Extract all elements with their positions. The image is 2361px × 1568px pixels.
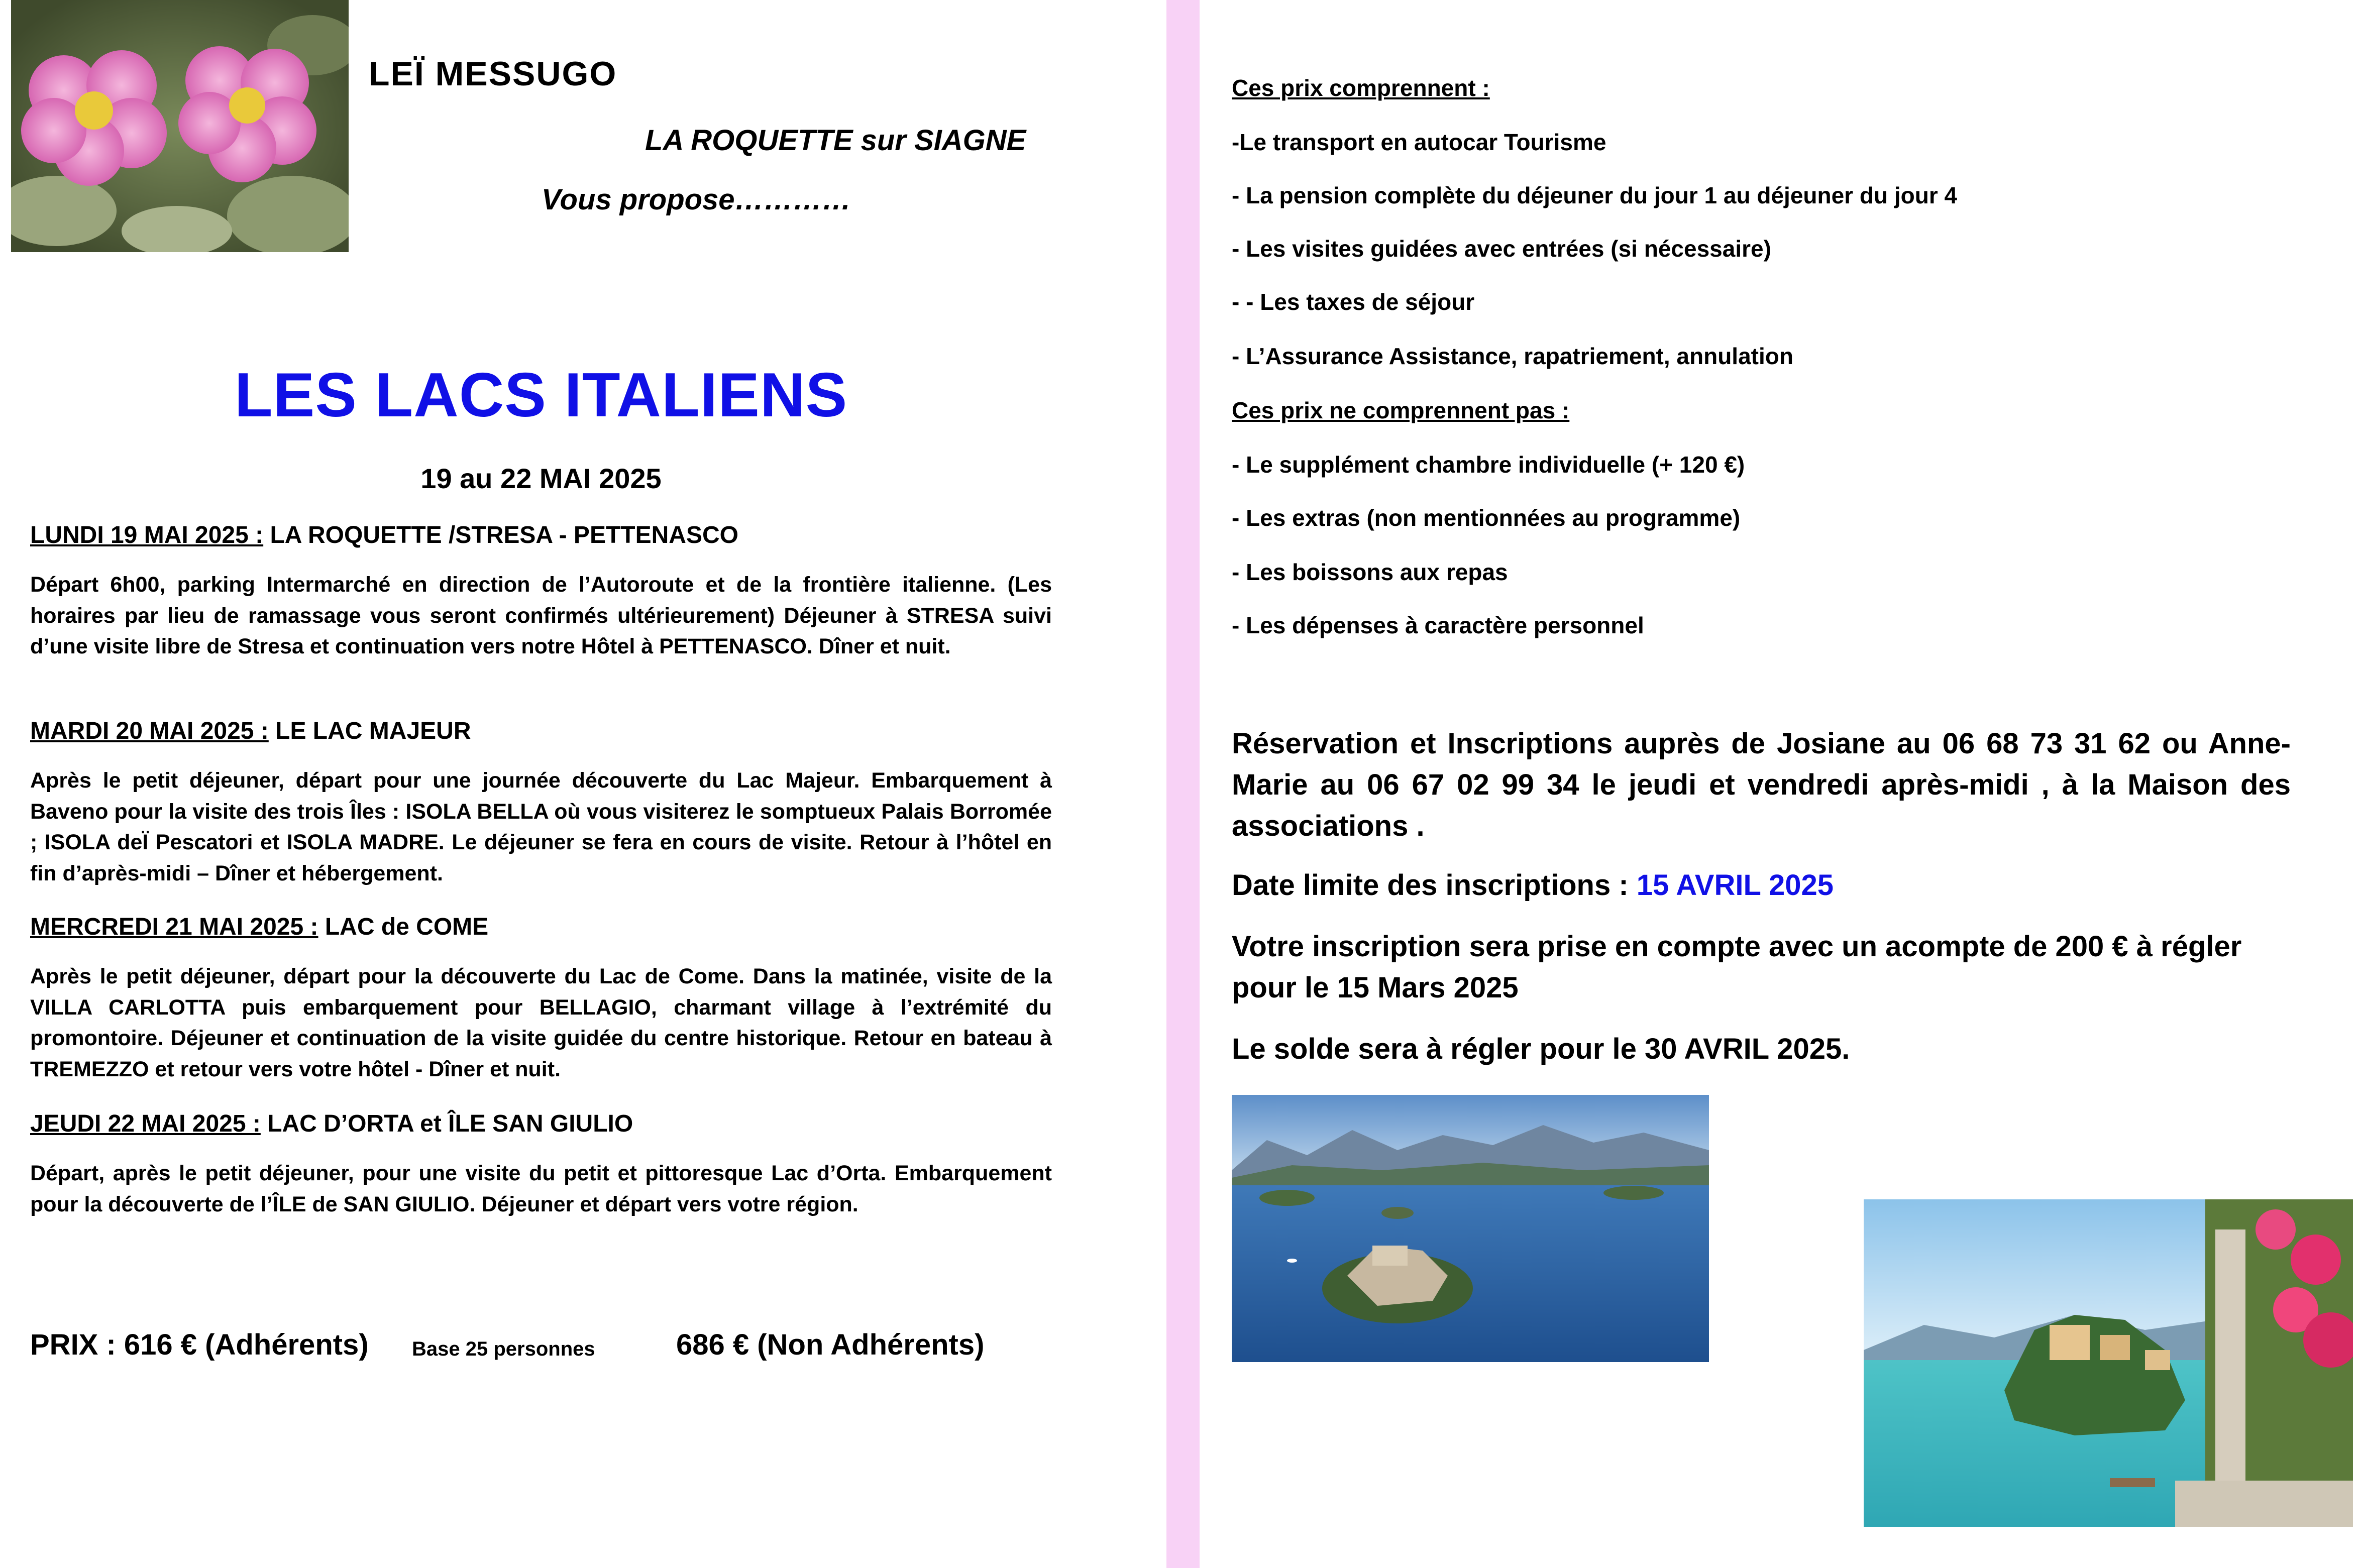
day-heading	[30, 521, 1052, 549]
excluded-item: - Les extras (non mentionnées au programme)	[1232, 505, 1741, 531]
excluded-item: - Les dépenses à caractère personnel	[1232, 612, 1644, 638]
deadline-date: 15 AVRIL 2025	[1636, 869, 1834, 902]
trip-dates: 19 au 22 MAI 2025	[420, 463, 662, 494]
price-members: PRIX : 616 € (Adhérents)	[30, 1328, 369, 1361]
day-label: MERCREDI 21 MAI 2025 :	[30, 914, 318, 940]
organization-name: LEÏ MESSUGO	[369, 55, 617, 93]
day-place: LAC de COME	[318, 914, 489, 940]
column-divider	[1166, 0, 1200, 1568]
offer-tagline: Vous propose…………	[542, 183, 851, 216]
included-item: - - Les taxes de séjour	[1232, 289, 1475, 315]
day-place: LA ROQUETTE /STRESA - PETTENASCO	[263, 522, 738, 548]
trip-title: LES LACS ITALIENS	[234, 361, 848, 430]
day-description: Après le petit déjeuner, départ pour une journée découverte du Lac Majeur. Embarquement à Baveno pour la visite des trois Îles : ISOLA BELLA où vous visiterez le somptueux Palais Borromée ; ISOLA deÏ Pescatori et ISOLA MADRE. Le déjeuner se fera en cours de visite. Retour à l’hôtel en fin d’après-midi – Dîner et hébergement.	[30, 768, 1052, 885]
booking-contact: Réservation et Inscriptions auprès de Josiane au 06 68 73 31 62 ou Anne-Marie au 06 67 02 99 34 le jeudi et vendredi après-midi , à la Maison des associations .	[1232, 727, 2291, 842]
day-description: Départ, après le petit déjeuner, pour une visite du petit et pittoresque Lac d’Orta. Embarquement pour la découverte de l’ÎLE de SAN GIULIO. Déjeuner et départ vers votre région.	[30, 1161, 1052, 1216]
included-item: -Le transport en autocar Tourisme	[1232, 129, 1606, 155]
excluded-heading: Ces prix ne comprennent pas :	[1232, 397, 1570, 423]
excluded-item: - Le supplément chambre individuelle (+ 120 €)	[1232, 452, 1745, 478]
included-item: - L’Assurance Assistance, rapatriement, annulation	[1232, 343, 1793, 369]
deposit-info: Votre inscription sera prise en compte avec un acompte de 200 € à régler pour le 15 Mars 2025	[1232, 930, 2242, 1004]
included-item: - Les visites guidées avec entrées (si nécessaire)	[1232, 236, 1771, 262]
price-base: Base 25 personnes	[412, 1338, 595, 1360]
day-label: MARDI 20 MAI 2025 :	[30, 718, 269, 744]
deadline-label: Date limite des inscriptions :	[1232, 869, 1637, 902]
day-place: LAC D’ORTA et ÎLE SAN GIULIO	[260, 1110, 633, 1137]
day-heading	[30, 1110, 1052, 1138]
day-heading	[30, 913, 1052, 941]
village-name: LA ROQUETTE sur SIAGNE	[645, 124, 1026, 157]
price-non-members: 686 € (Non Adhérents)	[676, 1328, 985, 1361]
flower-photo	[11, 0, 349, 252]
registration-deadline	[1232, 865, 2291, 906]
lake-como-villa-photo	[1864, 1199, 2353, 1527]
day-place: LE LAC MAJEUR	[268, 718, 471, 744]
included-heading: Ces prix comprennent :	[1232, 75, 1490, 101]
day-label: LUNDI 19 MAI 2025 :	[30, 522, 264, 548]
excluded-item: - Les boissons aux repas	[1232, 559, 1508, 585]
balance-info: Le solde sera à régler pour le 30 AVRIL 2025.	[1232, 1033, 1850, 1065]
day-heading	[30, 717, 1052, 745]
day-label: JEUDI 22 MAI 2025 :	[30, 1110, 261, 1137]
included-item: - La pension complète du déjeuner du jour 1 au déjeuner du jour 4	[1232, 182, 1958, 208]
day-description: Départ 6h00, parking Intermarché en direction de l’Autoroute et de la frontière italienne. (Les horaires par lieu de ramassage vous seront confirmés ultérieurement) Déjeuner à STRESA suivi d’une visite libre de Stresa et continuation vers notre Hôtel à PETTENASCO. Dîner et nuit.	[30, 573, 1052, 658]
day-description: Après le petit déjeuner, départ pour la découverte du Lac de Come. Dans la matinée, visite de la VILLA CARLOTTA puis embarquement pour BELLAGIO, charmant village à l’extrémité du promontoire. Déjeuner et continuation de la visite guidée du centre historique. Retour en bateau à TREMEZZO et retour vers votre hôtel - Dîner et nuit.	[30, 964, 1052, 1081]
lake-maggiore-photo	[1232, 1095, 1709, 1362]
